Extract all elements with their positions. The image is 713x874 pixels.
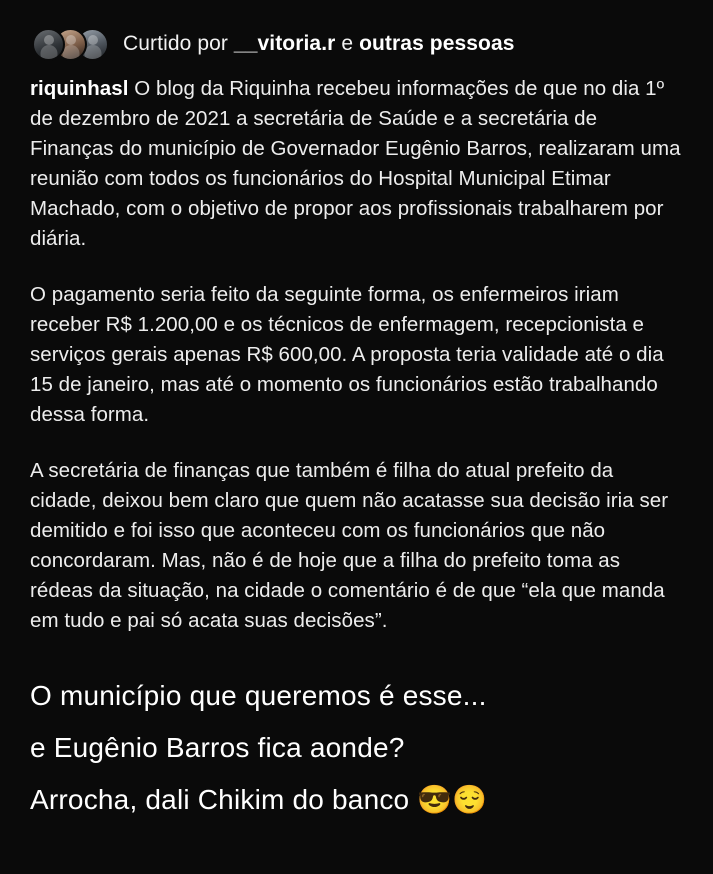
post-caption: [30, 74, 683, 636]
closing-line-3: [30, 774, 683, 826]
sunglasses-face-icon: 😎: [417, 784, 453, 815]
liked-by-prefix: Curtido por: [123, 32, 234, 55]
liked-by-row[interactable]: [30, 22, 683, 66]
liked-by-avatars[interactable]: [30, 28, 109, 61]
closing-line-1: O município que queremos é esse...: [30, 680, 487, 711]
liked-by-middle: e: [335, 32, 360, 55]
avatar[interactable]: [32, 28, 65, 61]
closing-statement: [30, 670, 683, 826]
liked-by-text: [123, 31, 515, 57]
caption-paragraph-1: [30, 74, 683, 254]
liked-by-others-link[interactable]: outras pessoas: [359, 32, 515, 55]
liked-by-username[interactable]: __vitoria.r: [233, 32, 336, 55]
caption-paragraph-3: A secretária de finanças que também é filha do atual prefeito da cidade, deixou bem claro que quem não acatasse sua decisão iria ser demitido e foi isso que aconteceu com os funcionários que não concordaram. Mas, não é de hoje que a filha do prefeito toma as rédeas da situação, na cidade o comentário é de que “ela que manda em tudo e pai só acata suas decisões”.: [30, 459, 669, 632]
closing-line-3-text: Arrocha, dali Chikim do banco: [30, 784, 418, 815]
caption-text-1: O blog da Riquinha recebeu informações de que no dia 1º de dezembro de 2021 a secretária de Saúde e a secretária de Finanças do município de Governador Eugênio Barros, realizaram uma reunião com todos os funcionários do Hospital Municipal Etimar Machado, com o objetivo de propor aos profissionais trabalharem por diária.: [30, 77, 681, 250]
caption-paragraph-2: O pagamento seria feito da seguinte forma, os enfermeiros iriam receber R$ 1.200,00 e os técnicos de enfermagem, recepcionista e serviços gerais apenas R$ 600,00. A proposta teria validade até o dia 15 de janeiro, mas até o momento os funcionários estão trabalhando dessa forma.: [30, 283, 664, 426]
relieved-face-icon: 😌: [452, 784, 488, 815]
caption-username[interactable]: riquinhasl: [30, 77, 129, 100]
closing-line-2: e Eugênio Barros fica aonde?: [30, 732, 405, 763]
